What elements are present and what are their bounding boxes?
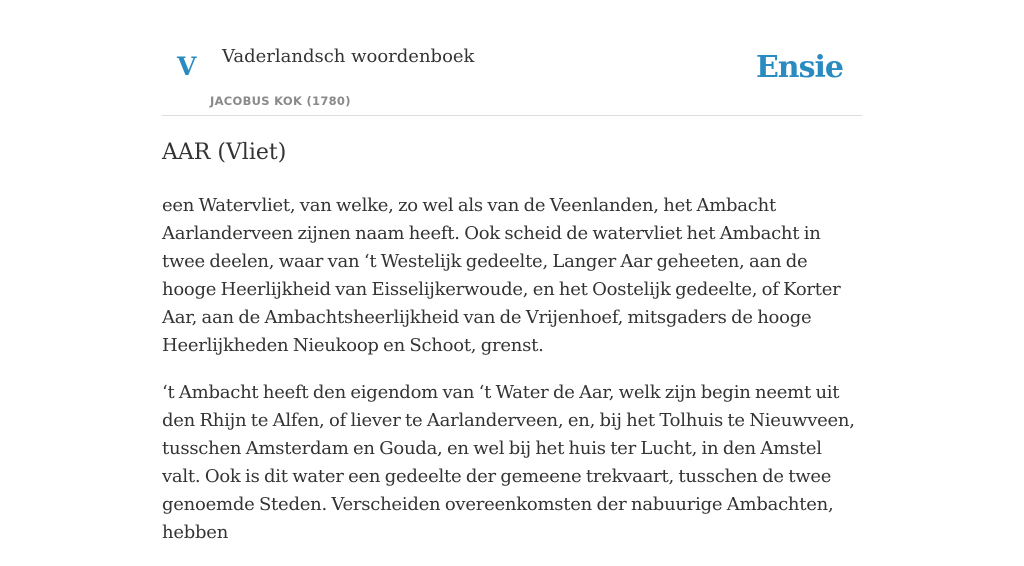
entry-paragraph: ‘t Ambacht heeft den eigendom van ‘t Water de Aar, welk zijn begin neemt uit den Rhijn te Alfen, of liever te Aarlanderveen, en, bij het Tolhuis te Nieuwveen, tusschen Amsterdam en Gouda, en wel bij het huis ter Lucht, in den Amstel valt. Ook is dit water een gedeelte der gemeene trekvaart, tusschen de twee genoemde Steden. Verscheiden overeenkomsten der nabuurige Ambachten, hebben — [162, 382, 855, 543]
entry-title: AAR (Vliet) — [162, 140, 287, 165]
page-header — [162, 0, 862, 116]
page-container — [162, 0, 862, 543]
book-author: JACOBUS KOK (1780) — [210, 94, 351, 108]
ensie-logo-link[interactable]: Ensie — [755, 50, 843, 85]
entry-paragraph: een Watervliet, van welke, zo wel als van de Veenlanden, het Ambacht Aarlanderveen zijnen naam heeft. Ook scheid de watervliet het Ambacht in twee deelen, waar van ‘t Westelijk gedeelte, Langer Aar geheeten, aan de hooge Heerlijkheid van Eisselijkerwoude, en het Oostelijk gedeelte, of Korter Aar, aan de Ambachtsheerlijkheid van de Vrijenhoef, mitsgaders de hooge Heerlijkheden Nieukoop en Schoot, grenst. — [162, 195, 841, 356]
entry-body — [162, 192, 862, 566]
book-letter-logo[interactable]: V — [177, 52, 197, 81]
book-title-link[interactable]: Vaderlandsch woordenboek — [222, 46, 475, 67]
